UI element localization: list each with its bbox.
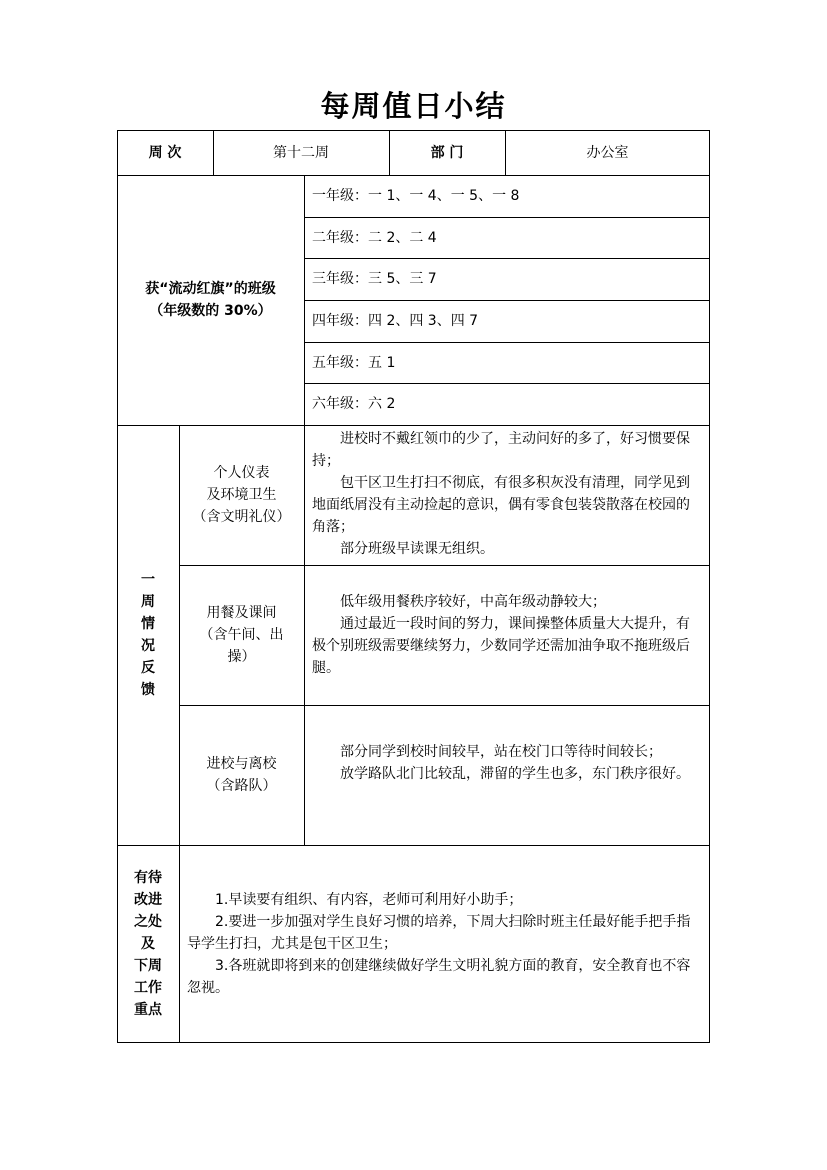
week-value: 第十二周: [273, 144, 329, 161]
improve-label-part: 有待: [134, 870, 162, 886]
red-flag-label: [117, 175, 304, 425]
weekly-label-char: 情: [141, 616, 155, 632]
improve-label-part: 工作: [134, 980, 162, 996]
arrival-departure-feedback: [312, 741, 696, 785]
meals-breaks-label: [179, 565, 304, 705]
improvement-item: 2.要进一步加强对学生良好习惯的培养，下周大扫除时班主任最好能手把手指导学生打扫，尤其是包干区卫生；: [187, 914, 691, 952]
page-title: 每周值日小结: [320, 89, 507, 123]
improve-label-part: 重点: [134, 1002, 162, 1018]
red-flag-label-line1: 获“流动红旗”的班级: [145, 281, 276, 297]
improvements-content: [187, 889, 699, 999]
weekly-label-char: 周: [141, 594, 155, 610]
feedback-paragraph: 部分同学到校时间较早，站在校门口等待时间较长；: [340, 744, 662, 760]
feedback-paragraph: 进校时不戴红领巾的少了，主动问好的多了，好习惯要保持；: [312, 431, 690, 469]
weekly-feedback-label: [117, 425, 179, 845]
row-label-line: 进校与离校: [206, 756, 277, 772]
weekly-label-char: 一: [141, 572, 155, 588]
grade-3-classes: 三年级：三 5、三 7: [312, 271, 437, 287]
red-flag-label-line2: （年级数的 30%）: [149, 303, 272, 319]
arrival-departure-label: [179, 705, 304, 845]
weekly-label-char: 馈: [141, 682, 155, 698]
weekly-label-char: 况: [141, 638, 155, 654]
grade-1-classes: 一年级：一 1、一 4、一 5、一 8: [312, 188, 520, 204]
row-label-line: 用餐及课间: [206, 605, 277, 621]
feedback-paragraph: 通过最近一段时间的努力，课间操整体质量大大提升，有极个别班级需要继续努力，少数同学还需加油争取不拖班级后腿。: [312, 616, 690, 676]
meals-breaks-feedback: [312, 591, 696, 679]
row-label-line: 个人仪表: [213, 465, 270, 481]
improvements-label: [117, 845, 179, 1043]
feedback-paragraph: 放学路队北门比较乱，滞留的学生也多，东门秩序很好。: [340, 766, 690, 782]
grade-2-classes: 二年级：二 2、二 4: [312, 229, 437, 246]
improve-label-part: 及: [141, 936, 155, 952]
dept-value: 办公室: [586, 144, 629, 161]
row-label-line: （含文明礼仪）: [192, 509, 291, 525]
row-label-line: 操）: [227, 649, 256, 665]
grade-4-classes: 四年级：四 2、四 3、四 7: [312, 313, 479, 329]
feedback-paragraph: 部分班级早读课无组织。: [340, 541, 494, 557]
appearance-hygiene-label: [179, 425, 304, 565]
dept-label: 部 门: [430, 144, 464, 161]
weekly-label-char: 反: [141, 660, 155, 676]
improve-label-part: 之处: [134, 914, 162, 930]
improve-label-part: 下周: [134, 958, 162, 974]
feedback-paragraph: 包干区卫生打扫不彻底，有很多积灰没有清理，同学见到地面纸屑没有主动捡起的意识，偶有零食包装袋散落在校园的角落；: [312, 475, 690, 535]
row-label-line: 及环境卫生: [206, 487, 277, 503]
improvement-item: 3.各班就即将到来的创建继续做好学生文明礼貌方面的教育，安全教育也不容忽视。: [187, 958, 691, 996]
grade-5-classes: 五年级：五 1: [312, 354, 396, 371]
row-label-line: （含路队）: [206, 778, 277, 794]
feedback-paragraph: 低年级用餐秩序较好，中高年级动静较大；: [340, 594, 606, 610]
improvement-item: 1.早读要有组织、有内容，老师可利用好小助手；: [215, 892, 523, 908]
grade-6-classes: 六年级：六 2: [312, 396, 396, 412]
appearance-hygiene-feedback: [312, 428, 696, 560]
week-label: 周 次: [148, 144, 182, 161]
improve-label-part: 改进: [134, 892, 162, 908]
row-label-line: （含午间、出: [199, 627, 284, 643]
